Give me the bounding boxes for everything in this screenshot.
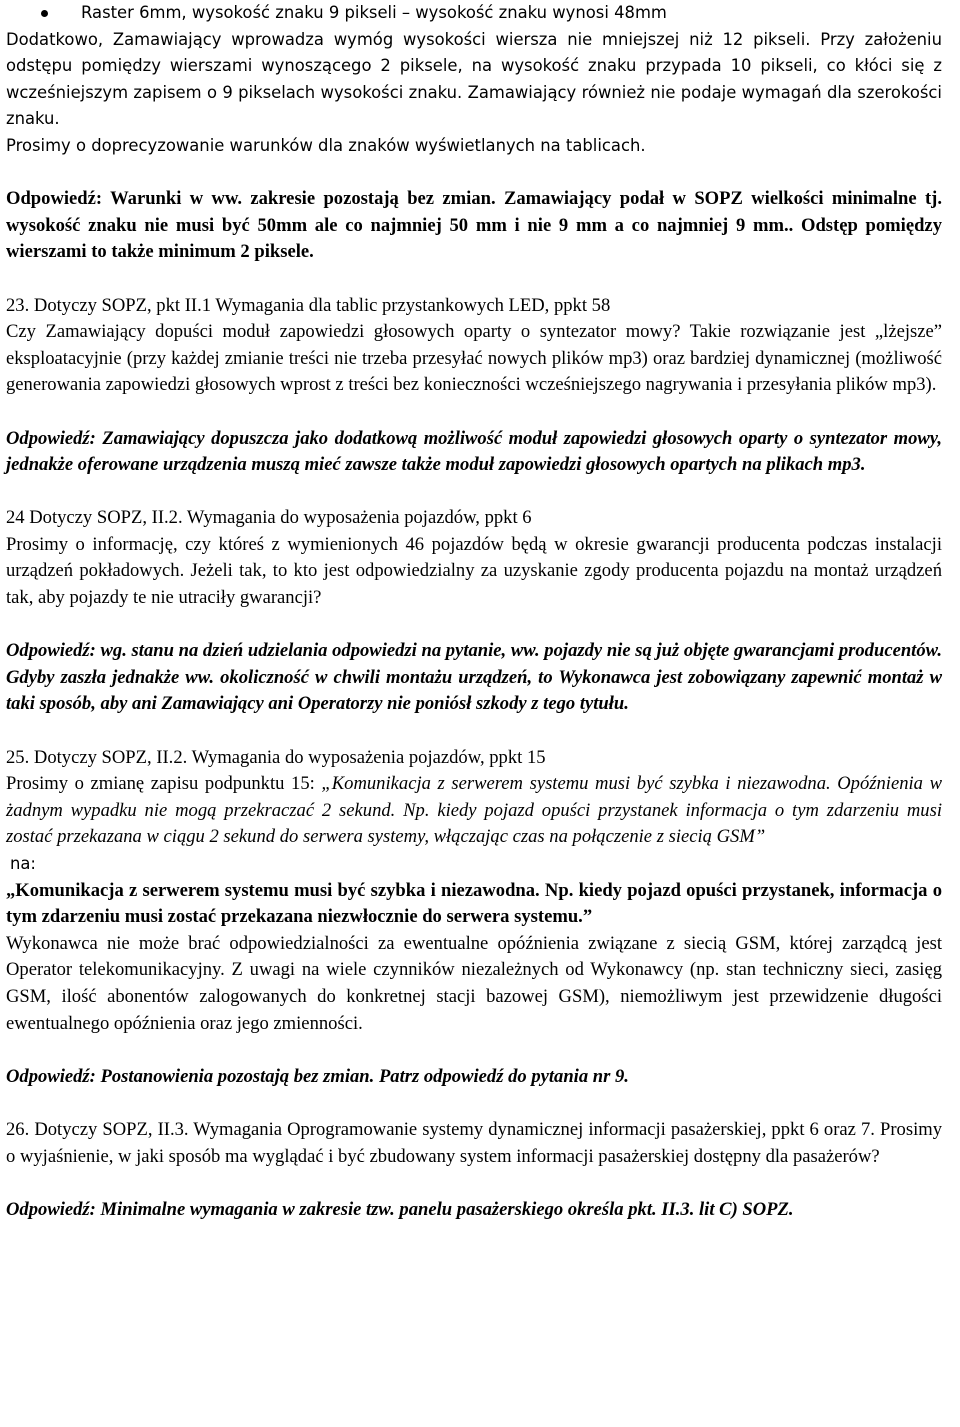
answer-24: Odpowiedź: wg. stanu na dzień udzielania odpowiedzi na pytanie, ww. pojazdy nie są już objęte gwarancjami producentów. Gdyby zaszła jednakże ww. okoliczność w chwili montażu urządzeń, to Wykonawca jest zobowiązany zapewnić montaż w taki sposób, aby ani Zamawiający ani Operatorzy nie poniósł szkody z tego tytułu. xyxy=(6,640,942,715)
bullet-item-raster xyxy=(6,0,942,27)
answer-block1: Odpowiedź: Warunki w ww. zakresie pozostają bez zmian. Zamawiający podał w SOPZ wielkości minimalne tj. wysokość znaku nie musi być 50mm ale co najmniej 50 mm i nie 9 mm a co najmniej 9 mm.. Odstęp pomiędzy wierszami to także minimum 2 piksele. xyxy=(6,188,942,263)
paragraph-row-height: Dodatkowo, Zamawiający wprowadza wymóg wysokości wiersza nie mniejszej niż 12 pikseli. Przy założeniu odstępu pomiędzy wierszami wynoszącego 2 piksele, na wysokość znaku przypada 10 pikseli, co kłóci się z wcześniejszym zapisem o 9 pikselach wysokości znaku. Zamawiający również nie podaje wymagań dla szerokości znaku. xyxy=(6,29,942,129)
question-25-justification: Wykonawca nie może brać odpowiedzialności za ewentualne opóźnienia związane z siecią GSM, której zarządcą jest Operator telekomunikacyjny. Z uwagi na wiele czynników niezależnych od Wykonawcy (np. stan techniczny sieci, zasięg GSM, ilość abonentów zalogowanych do konkretnej stacji bazowej GSM), niemożliwym jest przewidzenie długości ewentualnego opóźnienia oraz jego zmienności. xyxy=(6,932,942,1034)
question-25-proposal: „Komunikacja z serwerem systemu musi być szybka i niezawodna. Np. kiedy pojazd opuści przystanek, informacja o tym zdarzeniu musi zostać przekazana niezwłocznie do serwera systemu.” xyxy=(6,879,942,928)
paragraph-request-1: Prosimy o doprecyzowanie warunków dla znaków wyświetlanych na tablicach. xyxy=(6,135,646,155)
question-23-body: Czy Zamawiający dopuści moduł zapowiedzi głosowych oparty o syntezator mowy? Takie rozwiązanie jest „lżejsze” eksploatacyjnie (przy każdej zmianie treści nie trzeba przesyłać nowych plików mp3) oraz bardziej dynamicznej (możliwość generowania zapowiedzi głosowych wprost z treści bez konieczności wcześniejszego nagrywania i przesyłania plików mp3). xyxy=(6,321,942,396)
request-quote: „Komunikacja z serwerem systemu musi być szybka i niezawodna. Opóźnienia w żadnym wypadku nie mogą przekraczać 2 sekund. Np. kiedy pojazd opuści przystanek informacja o tym zdarzeniu musi zostać przekazana w ciągu 2 sekund do serwera systemy, włączając czas na połączenie z siecią GSM” xyxy=(6,773,942,848)
question-23-heading: 23. Dotyczy SOPZ, pkt II.1 Wymagania dla tablic przystankowych LED, ppkt 58 xyxy=(6,294,611,316)
label-na: na: xyxy=(10,854,36,873)
question-24-body: Prosimy o informację, czy któreś z wymienionych 46 pojazdów będą w okresie gwarancji producenta podczas instalacji urządzeń pokładowych. Jeżeli tak, to kto jest odpowiedzialny za uzyskanie zgody producenta pojazdu na montaż urządzeń tak, aby pojazdy te nie utraciły gwarancji? xyxy=(6,533,942,609)
answer-23: Odpowiedź: Zamawiający dopuszcza jako dodatkową możliwość moduł zapowiedzi głosowych oparty o syntezator mowy, jednakże oferowane urządzenia muszą mieć zawsze także moduł zapowiedzi głosowych opartych na plikach mp3. xyxy=(6,427,942,476)
bullet-icon xyxy=(41,10,48,17)
question-25-heading: 25. Dotyczy SOPZ, II.2. Wymagania do wyposażenia pojazdów, ppkt 15 xyxy=(6,746,546,768)
question-25-request xyxy=(6,771,942,851)
question-26-heading: 26. Dotyczy SOPZ, II.3. Wymagania Oprogramowanie systemy dynamicznej informacji pasażerskiej, ppkt 6 oraz 7. Prosimy o wyjaśnienie, w jaki sposób ma wyglądać i być zbudowany system informacji pasażerskiej dostępny dla pasażerów? xyxy=(6,1118,942,1167)
bullet-text: Raster 6mm, wysokość znaku 9 pikseli – wysokość znaku wynosi 48mm xyxy=(81,3,667,22)
request-lead: Prosimy o zmianę zapisu podpunktu 15: xyxy=(6,773,322,795)
answer-26: Odpowiedź: Minimalne wymagania w zakresie tzw. panelu pasażerskiego określa pkt. II.3. lit C) SOPZ. xyxy=(6,1198,794,1220)
question-24-heading: 24 Dotyczy SOPZ, II.2. Wymagania do wyposażenia pojazdów, ppkt 6 xyxy=(6,507,532,529)
answer-25: Odpowiedź: Postanowienia pozostają bez zmian. Patrz odpowiedź do pytania nr 9. xyxy=(6,1065,629,1087)
